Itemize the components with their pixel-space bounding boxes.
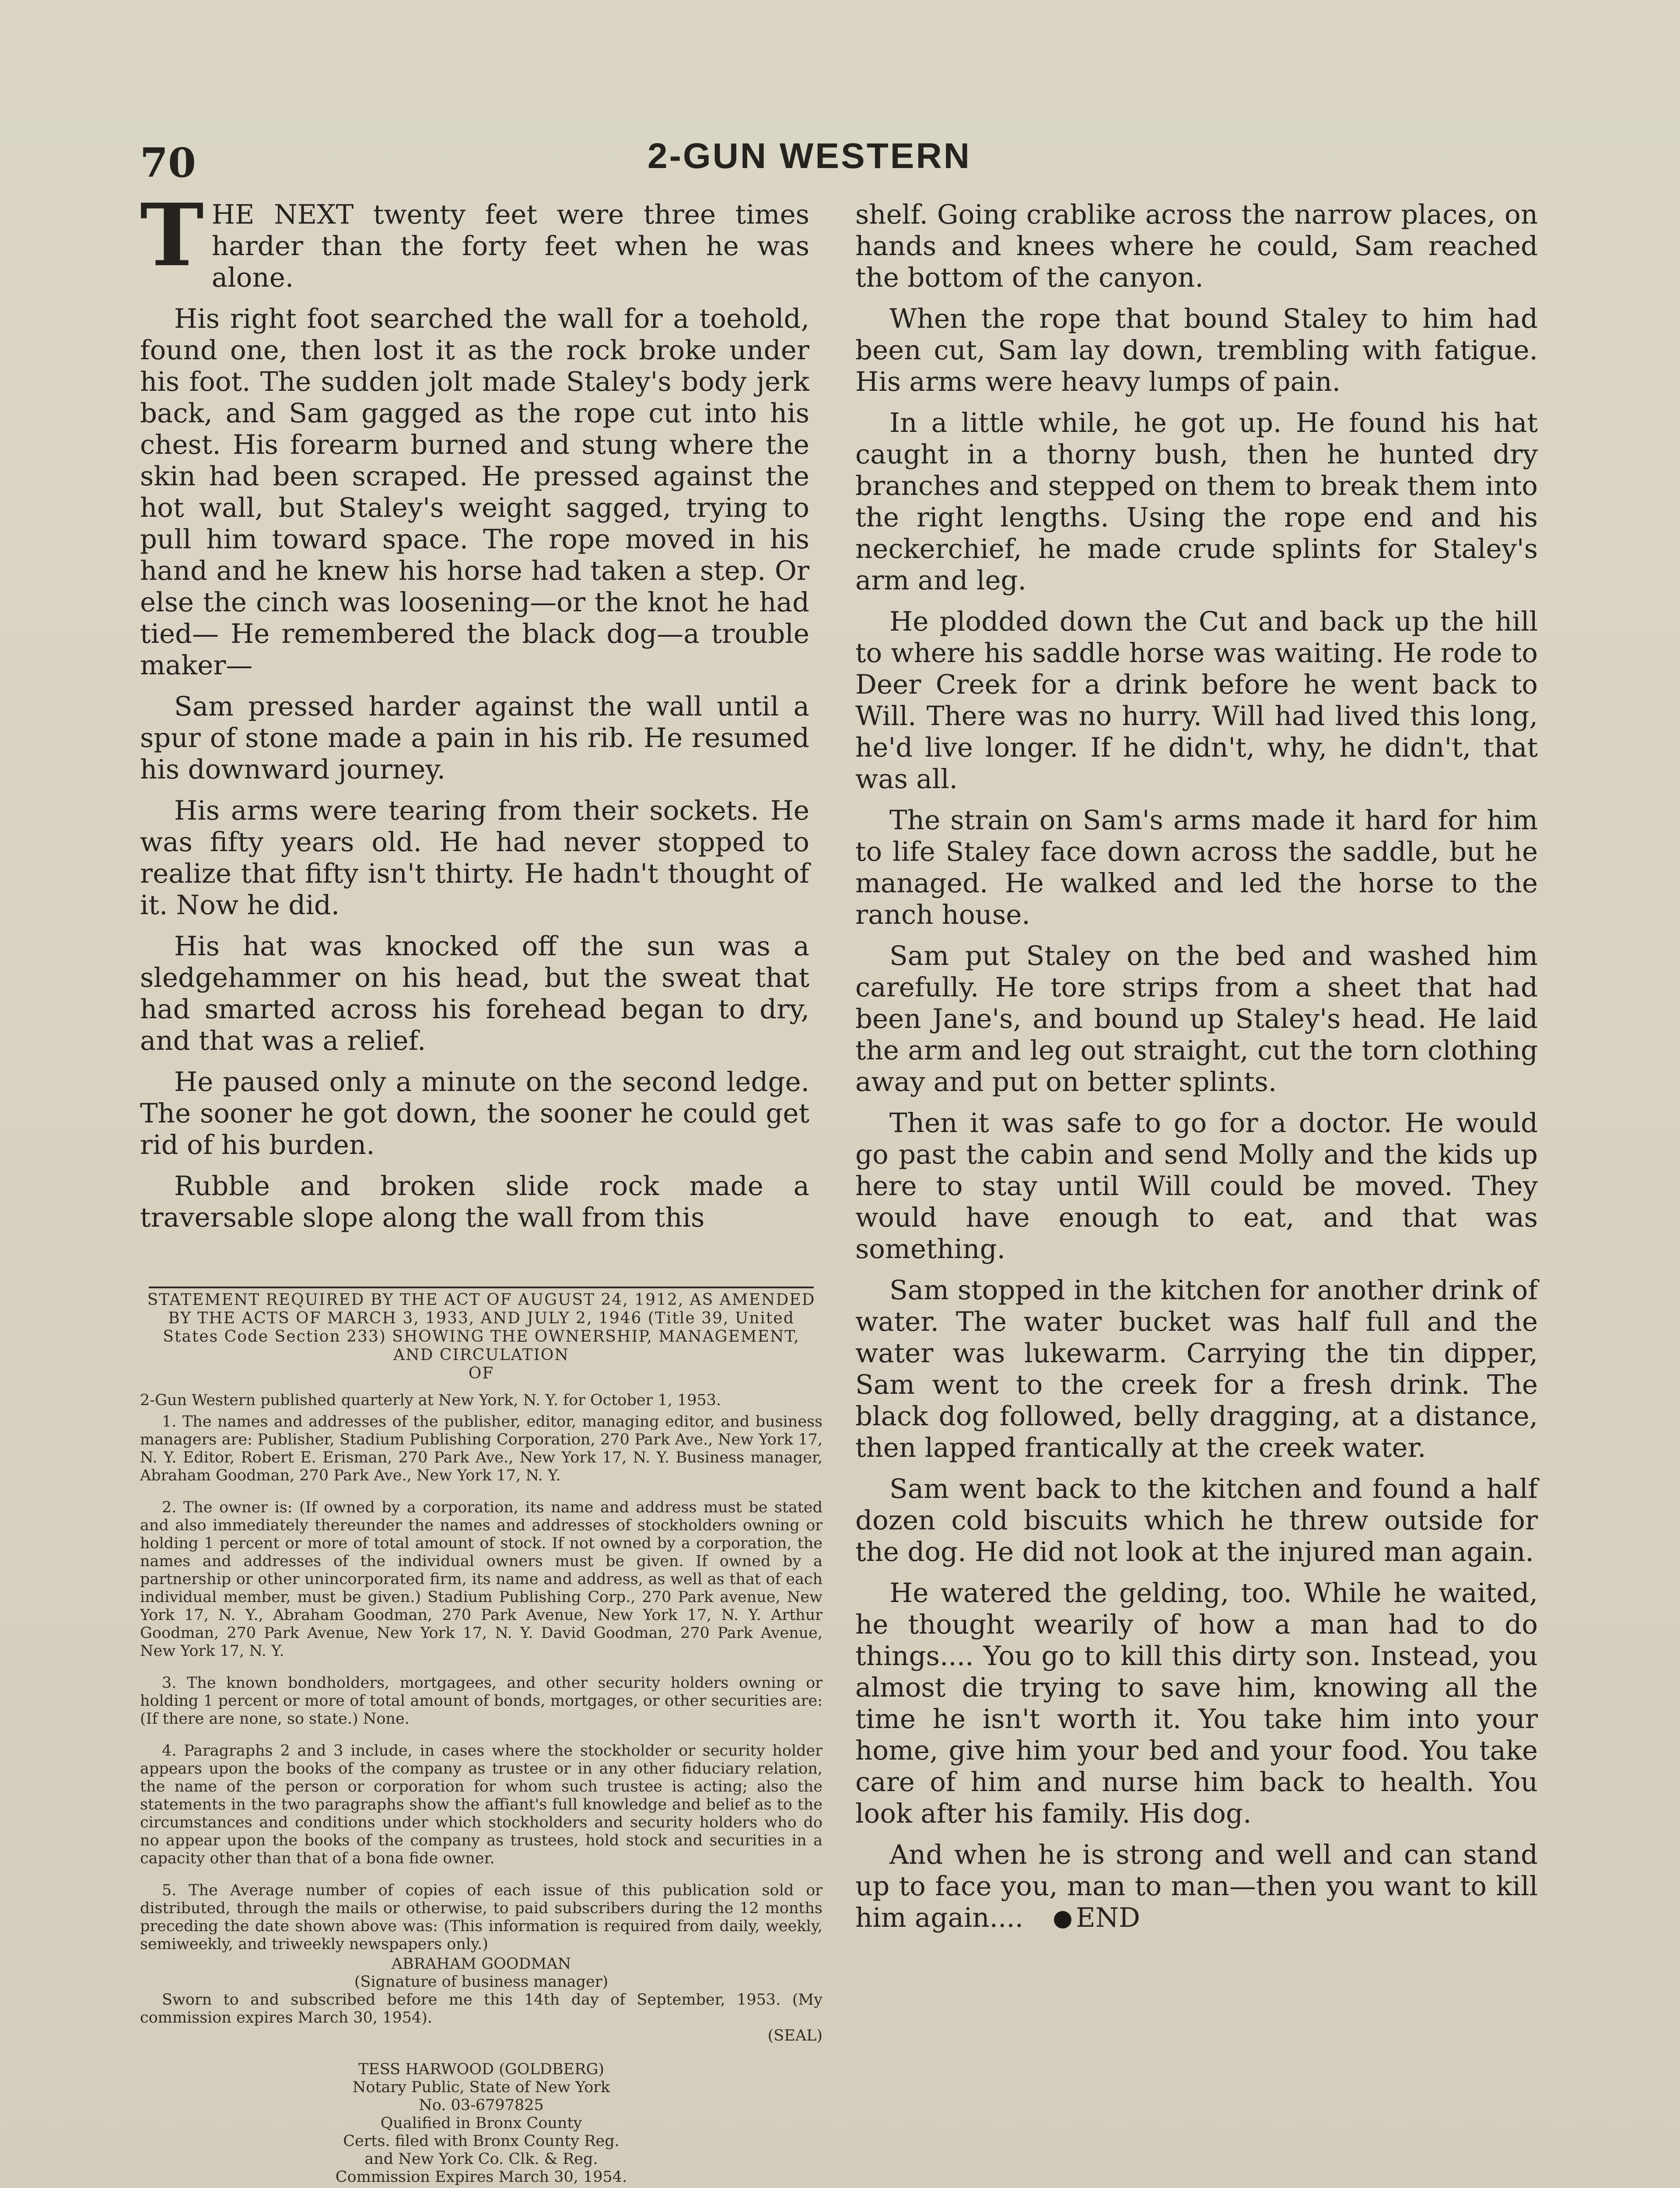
statement-of: OF bbox=[468, 1364, 494, 1382]
story-paragraph: Sam went back to the kitchen and found a half dozen cold biscuits which he threw outside for the dog. He did not look at the injured man again. bbox=[855, 1473, 1538, 1567]
story-paragraph: When the rope that bound Staley to him had been cut, Sam lay down, trembling with fatigue. His arms were heavy lumps of pain. bbox=[855, 303, 1538, 397]
story-paragraph: His hat was knocked off the sun was a sledgehammer on his head, but the sweat that had smarted across his forehead began to dry, and that was a relief. bbox=[140, 931, 809, 1056]
running-head: 2-GUN WESTERN bbox=[648, 136, 971, 176]
drop-cap: T bbox=[140, 185, 204, 286]
story-column-left bbox=[140, 185, 809, 1243]
story-paragraph: shelf. Going crablike across the narrow places, on hands and knees where he could, Sam reached the bottom of the canyon. bbox=[855, 199, 1538, 293]
story-paragraph: The strain on Sam's arms made it hard for him to life Staley face down across the saddle, but he managed. He walked and led the horse to the ranch house. bbox=[855, 805, 1538, 930]
notary-line: and New York Co. Clk. & Reg. bbox=[364, 2150, 598, 2168]
sworn-statement: Sworn to and subscribed before me this 14th day of September, 1953. (My commission expires March 30, 1954). bbox=[140, 1991, 822, 2027]
statement-title: STATEMENT REQUIRED BY THE ACT OF AUGUST 24, 1912, AS AMENDED BY THE ACTS OF MARCH 3, 1933, AND JULY 2, 1946 (Title 39, United States Code Section 233) SHOWING THE OWNERSHIP, MANAGEMENT, AND CIRCULATION bbox=[147, 1291, 816, 1364]
story-paragraph: His right foot searched the wall for a toehold, found one, then lost it as the rock broke under his foot. The sudden jolt made Staley's body jerk back, and Sam gagged as the rope cut into his chest. His forearm burned and stung where the skin had been scraped. He pressed against the hot wall, but Staley's weight sagged, trying to pull him toward space. The rope moved in his hand and he knew his horse had taken a step. Or else the cinch was loosening—or the knot he had tied— He remembered the black dog—a trouble maker— bbox=[140, 303, 809, 681]
divider bbox=[149, 1287, 814, 1288]
signer-name: ABRAHAM GOODMAN bbox=[391, 1955, 571, 1973]
story-paragraph: He watered the gelding, too. While he waited, he thought wearily of how a man had to do things.... You go to kill this dirty son. Instead, you almost die trying to save him, knowing all the time he isn't worth it. You take him into your home, give him your bed and your food. You take care of him and nurse him back to health. You look after his family. His dog. bbox=[855, 1578, 1538, 1829]
story-paragraph-final: And when he is strong and well and can stand up to face you, man to man—then you want to kill him again.... END bbox=[855, 1839, 1538, 1933]
story-paragraph: Sam stopped in the kitchen for another drink of water. The water bucket was half full and the water was lukewarm. Carrying the tin dipper, Sam went to the creek for a fresh drink. The black dog followed, belly dragging, at a distance, then lapped frantically at the creek water. bbox=[855, 1275, 1538, 1463]
horse-riders-illustration bbox=[879, 2127, 1544, 2188]
story-paragraph: Rubble and broken slide rock made a traversable slope along the wall from this bbox=[140, 1171, 809, 1233]
story-paragraph: His arms were tearing from their sockets. He was fifty years old. He had never stopped to realize that fifty isn't thirty. He hadn't thought of it. Now he did. bbox=[140, 795, 809, 921]
story-paragraph: Then it was safe to go for a doctor. He would go past the cabin and send Molly and the kids up here to stay until Will could be moved. They would have enough to eat, and that was something. bbox=[855, 1108, 1538, 1265]
seal-label: (SEAL) bbox=[767, 2027, 822, 2044]
end-mark: END bbox=[1023, 1902, 1140, 1933]
page-number: 70 bbox=[140, 139, 196, 186]
notary-block bbox=[140, 2061, 822, 2186]
statement-item-3: 3. The known bondholders, mortgagees, and other security holders owning or holding 1 percent or more of total amount of bonds, mortgages, or other securities are: (If there are none, so state.) None. bbox=[140, 1674, 822, 1728]
signer-role: (Signature of business manager) bbox=[354, 1973, 609, 1991]
statement-item-5: 5. The Average number of copies of each issue of this publication sold or distributed, through the mails or otherwise, to paid subscribers during the 12 months preceding the date shown above was: (This information is required from daily, weekly, semiweekly, and triweekly newspapers only.) bbox=[140, 1882, 822, 1953]
statement-item-4: 4. Paragraphs 2 and 3 include, in cases where the stockholder or security holder appears upon the books of the company as trustee or in any other fiduciary relation, the name of the person or corporation for whom such trustee is acting; also the statements in the two paragraphs show the affiant's full knowledge and belief as to the circumstances and conditions under which stockholders and security holders who do no appear upon the books of the company as trustees, hold stock and securities in a capacity other than that of a bona fide owner. bbox=[140, 1742, 822, 1867]
ownership-statement bbox=[140, 1287, 822, 2186]
statement-intro: 2-Gun Western published quarterly at New York, N. Y. for October 1, 1953. bbox=[140, 1392, 721, 1409]
statement-item-2: 2. The owner is: (If owned by a corporation, its name and address must be stated and also immediately thereunder the names and addresses of stockholders owning or holding 1 percent or more of total amount of stock. If not owned by a corporation, the names and addresses of the individual owners must be given. If owned by a partnership or other unincorporated firm, its name and address, as well as that of each individual member, must be given.) Stadium Publishing Corp., 270 Park avenue, New York 17, N. Y., Abraham Goodman, 270 Park Avenue, New York 17, N. Y. Arthur Goodman, 270 Park Avenue, New York 17, N. Y. David Goodman, 270 Park Avenue, New York 17, N. Y. bbox=[140, 1499, 822, 1660]
bullet-icon bbox=[1054, 1911, 1071, 1929]
story-paragraph: THE NEXT twenty feet were three times harder than the forty feet when he was alone. bbox=[140, 185, 809, 293]
notary-line: Certs. filed with Bronx County Reg. bbox=[343, 2132, 620, 2150]
story-paragraph: In a little while, he got up. He found his hat caught in a thorny bush, then he hunted dry branches and stepped on them to break them into the right lengths. Using the rope end and his neckerchief, he made crude splints for Staley's arm and leg. bbox=[855, 407, 1538, 596]
notary-line: No. 03-6797825 bbox=[419, 2097, 544, 2114]
notary-line: Commission Expires March 30, 1954. bbox=[335, 2168, 627, 2186]
story-paragraph: He plodded down the Cut and back up the hill to where his saddle horse was waiting. He rode to Deer Creek for a drink before he went back to Will. There was no hurry. Will had lived this long, he'd live longer. If he didn't, why, he didn't, that was all. bbox=[855, 606, 1538, 795]
story-column-right bbox=[855, 199, 1538, 1943]
story-paragraph: He paused only a minute on the second ledge. The sooner he got down, the sooner he could get rid of his burden. bbox=[140, 1066, 809, 1161]
notary-line: TESS HARWOOD (GOLDBERG) bbox=[358, 2061, 605, 2078]
story-paragraph: Sam pressed harder against the wall until a spur of stone made a pain in his rib. He resumed his downward journey. bbox=[140, 691, 809, 785]
story-paragraph: Sam put Staley on the bed and washed him carefully. He tore strips from a sheet that had been Jane's, and bound up Staley's head. He laid the arm and leg out straight, cut the torn clothing away and put on better splints. bbox=[855, 940, 1538, 1098]
notary-line: Qualified in Bronx County bbox=[380, 2114, 582, 2132]
statement-item-1: 1. The names and addresses of the publisher, editor, managing editor, and business managers are: Publisher, Stadium Publishing Corporation, 270 Park Ave., New York 17, N. Y. Editor, Robert E. Erisman, 270 Park Ave., New York 17, N. Y. Business manager, Abraham Goodman, 270 Park Ave., New York 17, N. Y. bbox=[140, 1413, 822, 1484]
notary-line: Notary Public, State of New York bbox=[352, 2079, 610, 2096]
